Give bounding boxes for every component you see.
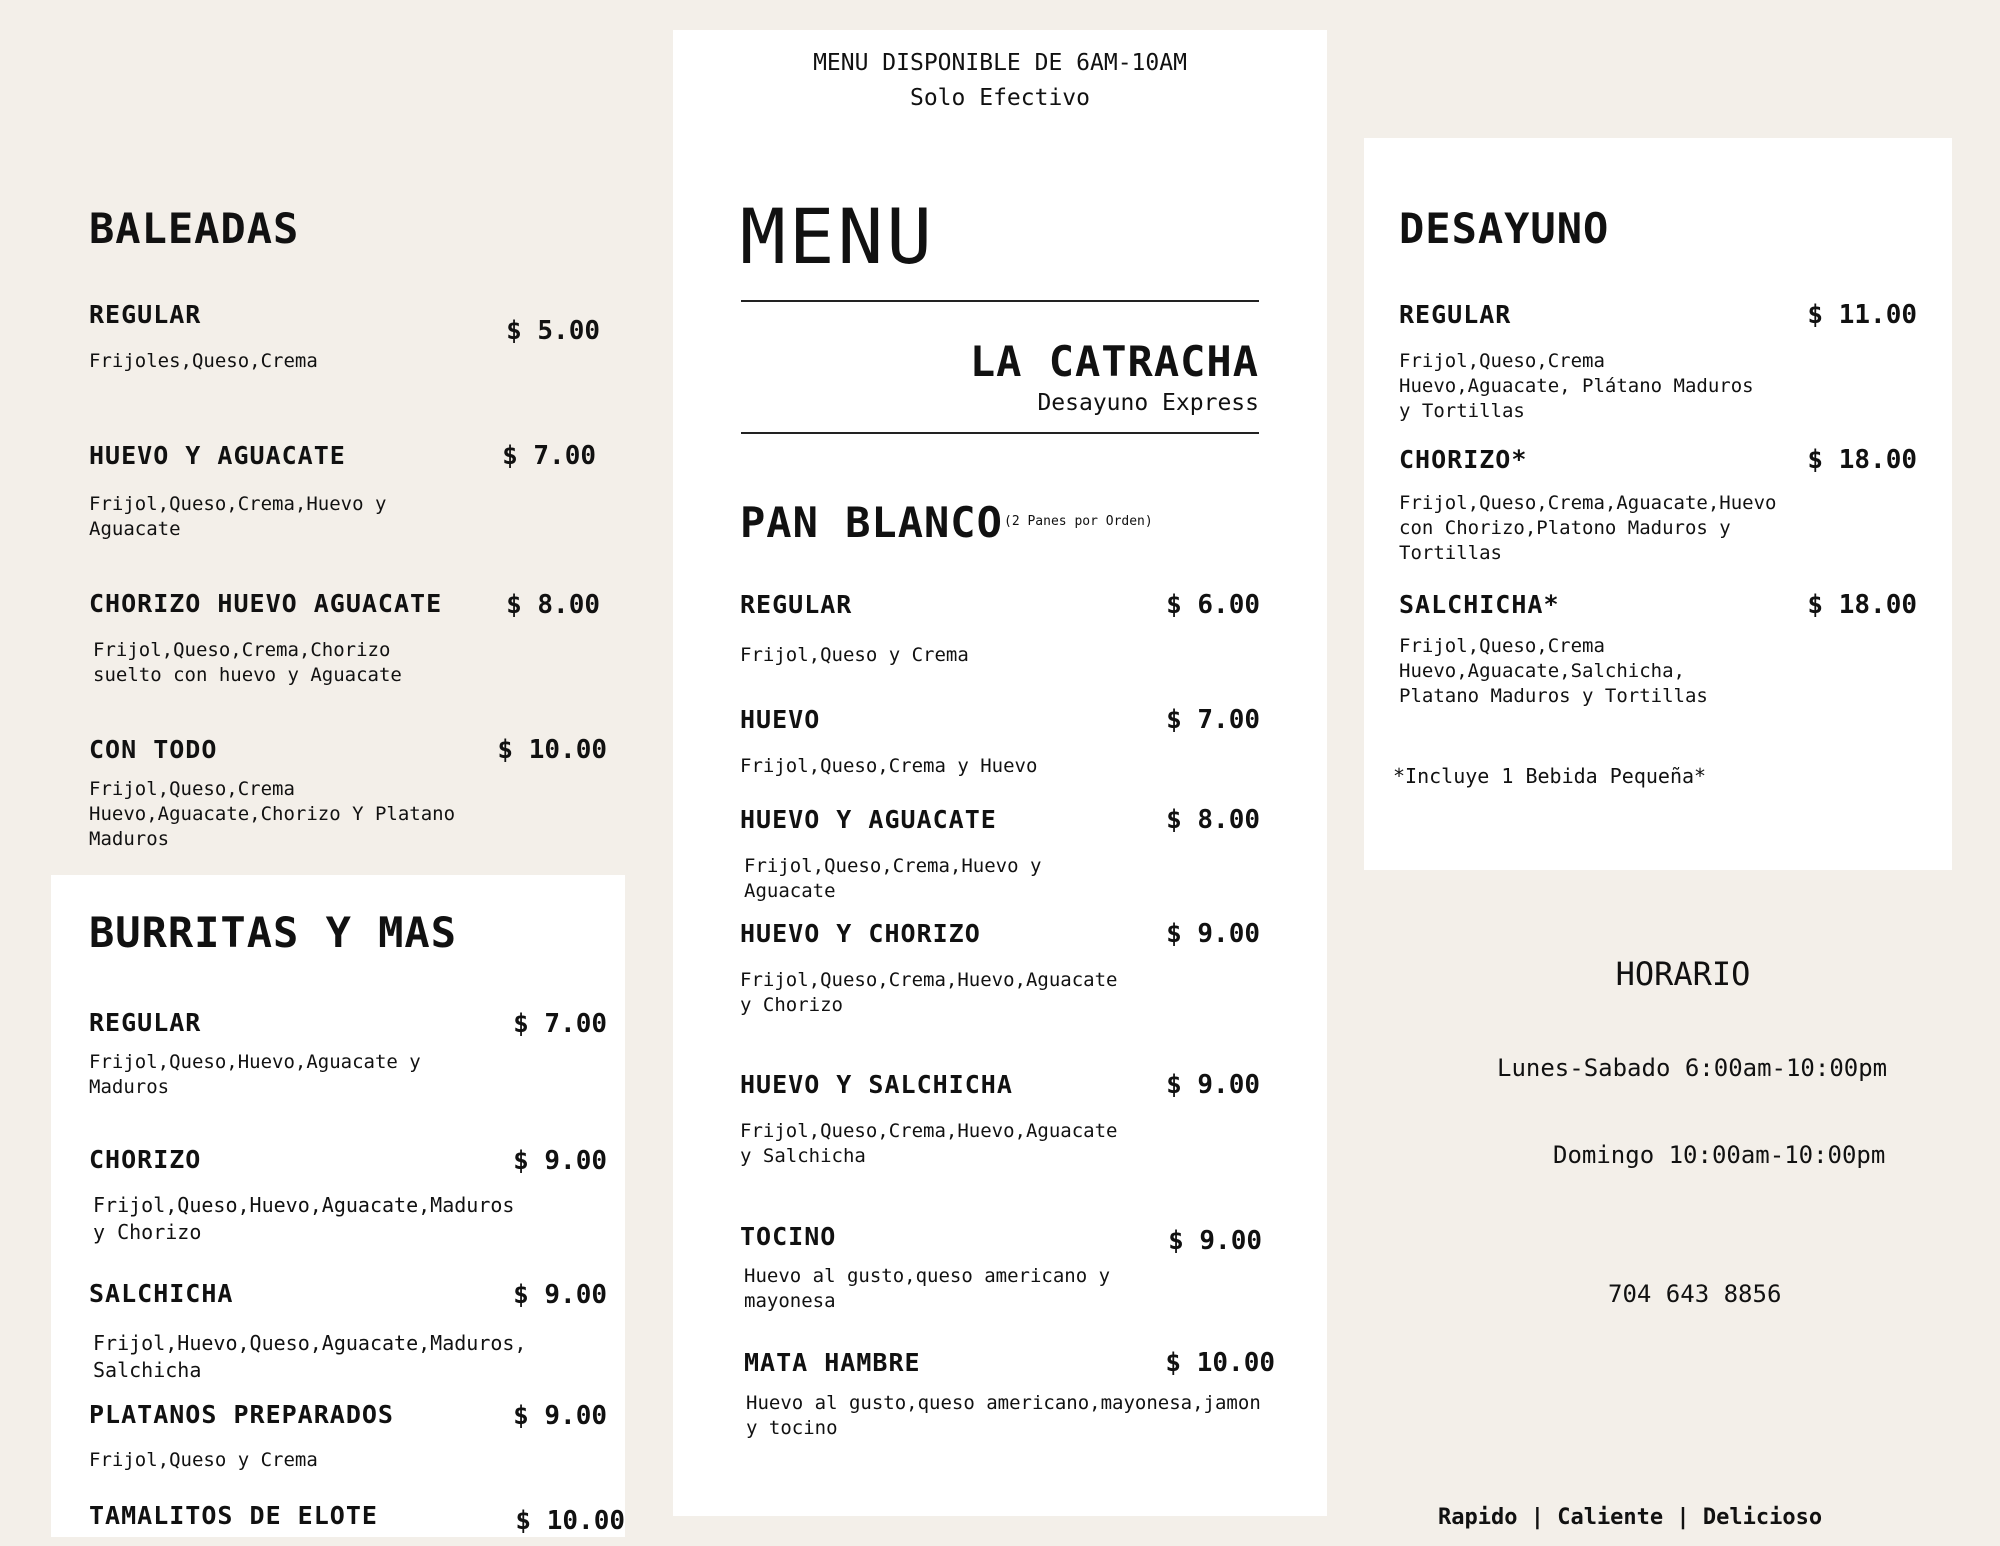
pan-item-desc: Frijol,Queso,Crema,Huevo,Aguacate y Chorizo (740, 969, 1118, 1016)
desayuno-item-desc: Frijol,Queso,Crema Huevo,Aguacate, Plátano Maduros y Tortillas (1399, 350, 1754, 422)
burrita-item-price: $ 9.00 (513, 1280, 607, 1310)
burrita-item-desc: Frijol,Queso,Huevo,Aguacate y Maduros (89, 1051, 421, 1098)
pan-item-price: $ 7.00 (1166, 705, 1260, 735)
pan-item-desc: Frijol,Queso,Crema,Huevo,Aguacate y Salchicha (740, 1120, 1118, 1167)
bottom-divider (741, 432, 1259, 434)
pan-item-desc: Frijol,Queso,Crema,Huevo y Aguacate (744, 855, 1042, 902)
desayuno-item-name: SALCHICHA* (1399, 590, 1560, 619)
baleada-item-price: $ 8.00 (506, 590, 600, 620)
burritas-title: BURRITAS Y MAS (89, 908, 458, 957)
pan-item-name: REGULAR (740, 590, 853, 619)
phone-number: 704 643 8856 (1608, 1280, 1782, 1308)
pan-item-price: $ 9.00 (1166, 919, 1260, 949)
pan-item-name: HUEVO Y SALCHICHA (740, 1070, 1013, 1099)
payment-text: Solo Efectivo (909, 85, 1090, 111)
burrita-item-price: $ 10.00 (515, 1506, 625, 1536)
burrita-item-name: TAMALITOS DE ELOTE (89, 1501, 378, 1530)
pan-blanco-title: PAN BLANCO (740, 498, 1003, 547)
desayuno-item-price: $ 11.00 (1807, 300, 1917, 330)
baleada-item-desc: Frijol,Queso,Crema,Huevo y Aguacate (89, 493, 387, 540)
desayuno-item-name: REGULAR (1399, 300, 1512, 329)
horario-sunday: Domingo 10:00am-10:00pm (1553, 1141, 1886, 1169)
burrita-item-name: REGULAR (89, 1008, 202, 1037)
pan-item-price: $ 9.00 (1168, 1226, 1262, 1256)
burrita-item-price: $ 9.00 (513, 1401, 607, 1431)
baleada-item-price: $ 10.00 (497, 735, 607, 765)
desayuno-title: DESAYUNO (1399, 204, 1610, 253)
pan-item-price: $ 6.00 (1166, 590, 1260, 620)
pan-blanco-note: (2 Panes por Orden) (1004, 514, 1153, 529)
burrita-item-name: SALCHICHA (89, 1279, 234, 1308)
pan-item-desc: Frijol,Queso y Crema (740, 644, 969, 666)
pan-item-name: HUEVO Y AGUACATE (740, 805, 997, 834)
restaurant-name: LA CATRACHA (969, 337, 1259, 386)
pan-item-name: MATA HAMBRE (744, 1348, 921, 1377)
pan-item-price: $ 9.00 (1166, 1070, 1260, 1100)
slogan: Rapido | Caliente | Delicioso (1438, 1505, 1823, 1530)
availability-text: MENU DISPONIBLE DE 6AM-10AM (813, 50, 1187, 76)
baleada-item-price: $ 7.00 (502, 441, 596, 471)
baleada-item-desc: Frijol,Queso,Crema,Chorizo suelto con huevo y Aguacate (93, 639, 402, 686)
burrita-item-name: PLATANOS PREPARADOS (89, 1400, 394, 1429)
burrita-item-name: CHORIZO (89, 1145, 202, 1174)
desayuno-note: *Incluye 1 Bebida Pequeña* (1393, 764, 1707, 788)
desayuno-item-name: CHORIZO* (1399, 445, 1528, 474)
pan-item-desc: Huevo al gusto,queso americano,mayonesa,jamon y tocino (746, 1392, 1261, 1439)
pan-item-desc: Frijol,Queso,Crema y Huevo (740, 755, 1038, 777)
pan-item-desc: Huevo al gusto,queso americano y mayonesa (744, 1265, 1111, 1312)
pan-item-name: HUEVO Y CHORIZO (740, 919, 981, 948)
burrita-item-desc: Frijol,Queso y Crema (89, 1449, 318, 1471)
baleada-item-desc: Frijoles,Queso,Crema (89, 350, 318, 372)
menu-title: MENU (740, 192, 936, 281)
burrita-item-price: $ 9.00 (513, 1146, 607, 1176)
baleada-item-price: $ 5.00 (506, 316, 600, 346)
burrita-item-desc: Frijol,Queso,Huevo,Aguacate,Maduros y Chorizo (93, 1193, 515, 1244)
baleadas-title: BALEADAS (89, 204, 300, 253)
horario-weekdays: Lunes-Sabado 6:00am-10:00pm (1497, 1054, 1888, 1082)
baleada-item-name: CHORIZO HUEVO AGUACATE (89, 589, 443, 618)
desayuno-item-desc: Frijol,Queso,Crema,Aguacate,Huevo con Chorizo,Platono Maduros y Tortillas (1399, 492, 1777, 564)
burrita-item-price: $ 7.00 (513, 1009, 607, 1039)
pan-item-price: $ 10.00 (1165, 1348, 1275, 1378)
baleada-item-name: CON TODO (89, 735, 218, 764)
burrita-item-desc: Frijol,Huevo,Queso,Aguacate,Maduros, Salchicha (93, 1331, 527, 1382)
desayuno-item-desc: Frijol,Queso,Crema Huevo,Aguacate,Salchicha, Platano Maduros y Tortillas (1399, 635, 1708, 707)
pan-item-name: TOCINO (740, 1222, 837, 1251)
horario-title: HORARIO (1615, 955, 1751, 993)
pan-item-price: $ 8.00 (1166, 805, 1260, 835)
pan-item-name: HUEVO (740, 705, 821, 734)
top-divider (741, 300, 1259, 302)
baleada-item-name: HUEVO Y AGUACATE (89, 441, 346, 470)
desayuno-item-price: $ 18.00 (1807, 590, 1917, 620)
desayuno-item-price: $ 18.00 (1807, 445, 1917, 475)
tagline: Desayuno Express (1037, 390, 1259, 416)
baleada-item-desc: Frijol,Queso,Crema Huevo,Aguacate,Chorizo Y Platano Maduros (89, 778, 456, 850)
baleada-item-name: REGULAR (89, 300, 202, 329)
